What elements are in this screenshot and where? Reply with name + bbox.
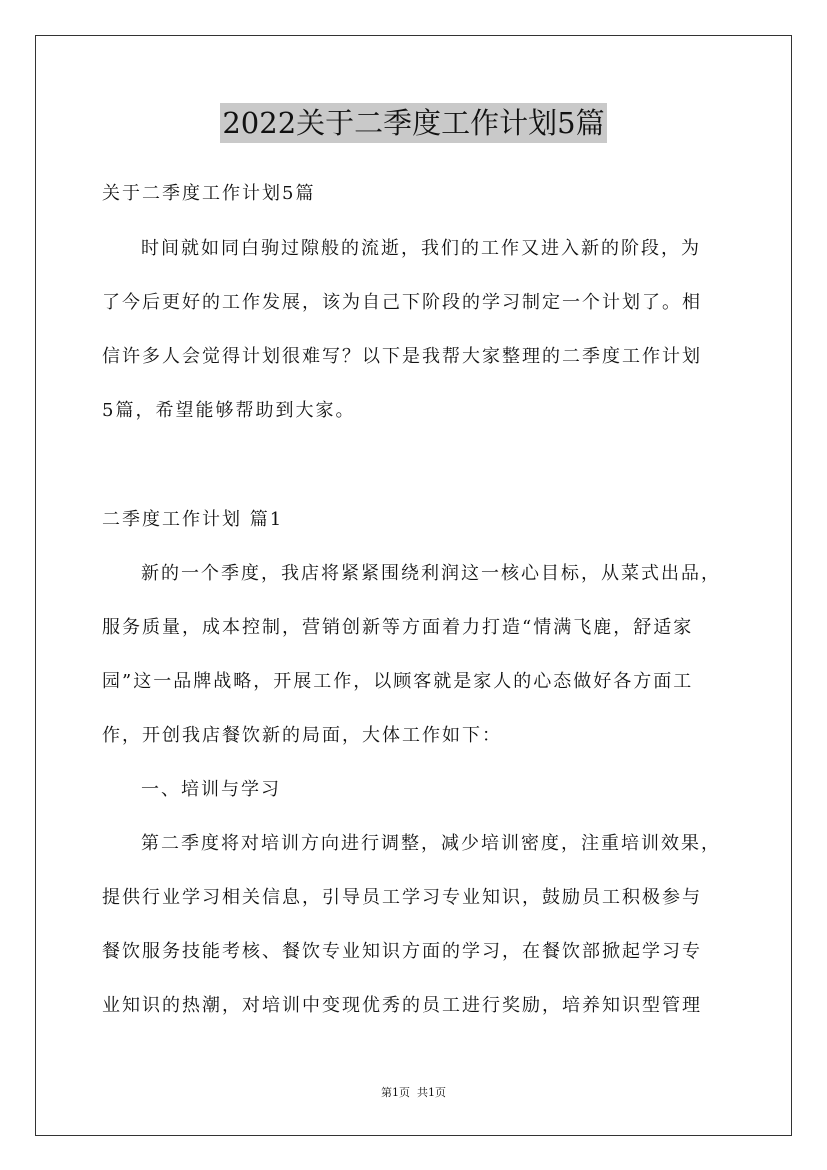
document-title: 2022关于二季度工作计划5篇 — [220, 103, 606, 143]
body-line-1: 新的一个季度，我店将紧紧围绕利润这一核心目标，从菜式出品， — [141, 563, 721, 584]
page-footer: 第1页 共1页 — [381, 1086, 446, 1099]
body-line-2: 服务质量，成本控制，营销创新等方面着力打造“情满飞鹿，舒适家 — [102, 617, 694, 638]
body-line-5: 第二季度将对培训方向进行调整，减少培训密度，注重培训效果， — [141, 833, 721, 854]
body-line-3: 园”这一品牌战略，开展工作，以顾客就是家人的心态做好各方面工 — [102, 671, 694, 692]
title-container — [0, 103, 827, 143]
body-line-6: 提供行业学习相关信息，引导员工学习专业知识，鼓励员工积极参与 — [102, 887, 702, 908]
intro-line-3: 信许多人会觉得计划很难写？以下是我帮大家整理的二季度工作计划 — [102, 346, 702, 367]
subsection-heading: 一、培训与学习 — [141, 779, 281, 800]
body-line-4: 作，开创我店餐饮新的局面，大体工作如下： — [102, 725, 502, 746]
section-heading: 二季度工作计划 篇1 — [102, 509, 284, 530]
intro-line-1: 时间就如同白驹过隙般的流逝，我们的工作又进入新的阶段，为 — [141, 238, 701, 259]
intro-line-4: 5篇，希望能够帮助到大家。 — [102, 400, 356, 421]
body-line-7: 餐饮服务技能考核、餐饮专业知识方面的学习，在餐饮部掀起学习专 — [102, 941, 702, 962]
subtitle-line: 关于二季度工作计划5篇 — [102, 183, 316, 204]
body-line-8: 业知识的热潮，对培训中变现优秀的员工进行奖励，培养知识型管理 — [102, 995, 702, 1016]
intro-line-2: 了今后更好的工作发展，该为自己下阶段的学习制定一个计划了。相 — [102, 292, 702, 313]
